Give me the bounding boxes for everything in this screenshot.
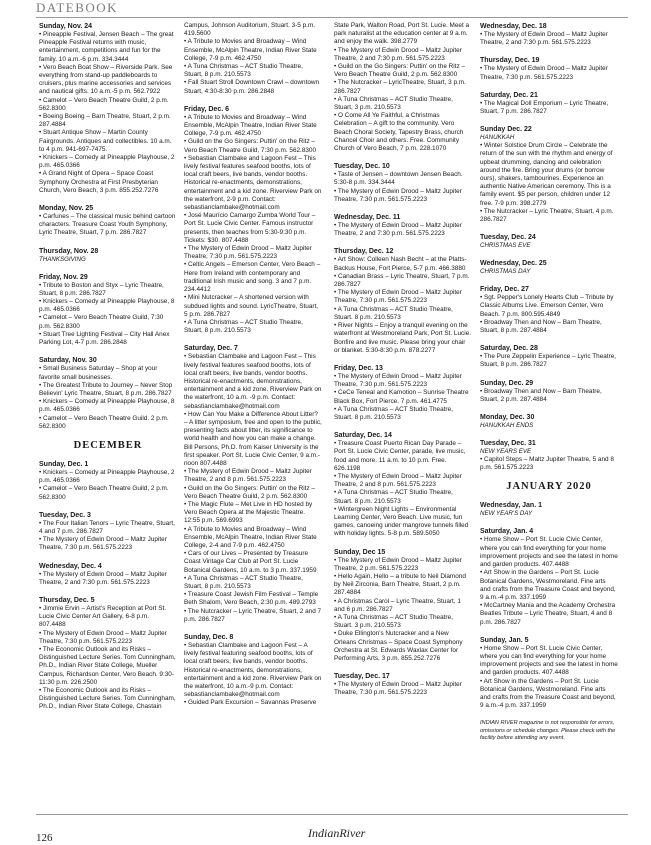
date-section <box>39 511 177 553</box>
month-heading: JANUARY 2020 <box>506 481 592 493</box>
event-item: • Cars of our Lives – Presented by Treasure Coast Vintage Car Club at Port St. Lucie Botanical Gardens, 10 a.m. to 3 p.m. 337.1959 <box>184 550 317 574</box>
date-section <box>334 364 472 422</box>
event-item: • A Tribute to Movies and Broadway – Wind Ensemble, McAlpin Theatre, Indian River State College, 7-9 p.m. 462.4750 <box>184 38 317 62</box>
date-section <box>39 356 177 431</box>
date-section <box>39 562 177 587</box>
event-item: • Stuart Antique Show – Martin County Fairgrounds. Antiques and collectibles. 10 a.m. to 4 p.m. 941-697-7475. <box>39 129 172 153</box>
event-item: • Knickers – Comedy at Pineapple Playhouse, 8 p.m. 465.0366 <box>39 398 175 414</box>
footer-rule <box>36 814 628 815</box>
event-item: • A Tribute to Movies and Broadway – Wind Ensemble, McAlpin Theatre, Indian River State College, 7-9 p.m. 462.4750 <box>184 113 317 138</box>
date-section <box>39 22 177 195</box>
date-section <box>480 501 618 518</box>
event-item: • Broadway Then and Now – Barn Theatre, Stuart, 8 p.m. 287.4884 <box>480 318 602 335</box>
date-section <box>480 233 618 250</box>
date-section <box>334 162 472 204</box>
date-heading: Saturday, Dec. 21 <box>480 91 538 99</box>
date-heading: Thursday, Nov. 28 <box>39 247 99 255</box>
event-item: • O Come All Ye Faithful, a Christmas Celebration – A gift to the community. Vero Beach Choral Society, Tapestry Brass, church Chancel Choir and others. Free. Community Church of Vero Beach, 7 p.m. 228.1070 <box>334 112 464 153</box>
event-item: • Knickers – Comedy at Pineapple Playhouse, 8 p.m. 465.0366 <box>39 298 175 314</box>
date-heading: Tuesday, Dec. 31 <box>480 440 536 448</box>
date-heading: Sunday, Dec. 8 <box>184 634 234 642</box>
event-item: • The Mystery of Edwin Drood – Maltz Jupiter Theatre, 7:30 p.m. 561.575.2223 <box>334 681 462 697</box>
event-item: • Jimmie Ervin – Artist's Reception at Port St. Lucie Civic Center Art Gallery, 6-8 p.m. 807.4488 <box>39 604 167 629</box>
event-item: • The Mystery of Edwin Drood – Maltz Jupiter Theatre, 2 and 7:30 p.m. 561.575.2223 <box>334 46 462 62</box>
event-item: • Capitol Steps – Maltz Jupiter Theatre, 5 and 8 p.m. 561.575.2223 <box>480 456 614 472</box>
event-item: • The Economic Outlook and its Risks – Distinguished Lecture Series. Tom Cunningham, Ph.D., Indian River State College, Mueller Campus, Richardson Center, Vero Beach. 9:30-11:30 p.m. 226.2500 <box>39 645 176 686</box>
disclaimer: INDIAN RIVER magazine is not responsible for errors, omissions or schedule changes. Please check with the facility before attending any event. <box>480 720 616 741</box>
event-item: • The Mystery of Edwin Drood – Maltz Jupiter Theatre, 7:30 p.m. 561.575.2223 <box>39 536 167 552</box>
date-section <box>184 105 322 335</box>
event-item: • The Mystery of Edwin Drood – Maltz Jupiter Theatre, 7:30 p.m. 561.575.2223 <box>184 245 312 261</box>
event-item: • Hello Again, Hello – a tribute to Neil Diamond by Neil Zirconia, Barn Theatre, Stuart, 2 p.m. 287.4884 <box>334 572 466 597</box>
event-item: • Taste of Jensen – downtown Jensen Beach. 5:30-8 p.m. 334.3444 <box>334 171 463 187</box>
event-item: • Tribute to Boston and Styx – Lyric Theatre, Stuart, 8 p.m. 286.7827 <box>39 281 164 297</box>
event-item: • The Mystery of Edwin Drood – Maltz Jupiter Theatre, 2 and 8 p.m. 561.575.2223 <box>184 468 312 484</box>
event-item: • A Tuna Christmas – ACT Studio Theatre, Stuart, 8 p.m. 210.5573 <box>184 63 303 79</box>
date-section <box>39 247 177 264</box>
date-heading: Saturday, Nov. 30 <box>39 357 97 365</box>
date-heading: Friday, Nov. 29 <box>39 273 88 281</box>
holiday-label: CHRISTMAS EVE <box>480 242 531 250</box>
date-section <box>480 91 618 116</box>
date-section <box>39 596 177 712</box>
event-item: • The Four Italian Tenors – Lyric Theatre, Stuart, 4 and 7 p.m. 286.7827 <box>39 519 175 535</box>
event-item: • CeCe Teneal and Kamotion – Sunrise Theatre Black Box, Fort Pierce. 7 p.m. 461.4775 <box>334 389 469 405</box>
date-heading: Thursday, Dec. 5 <box>39 596 95 604</box>
event-item: • Winter Solstice Drum Circle – Celebrate the return of the sun with the rhythm and energy of upbeat drumming, dancing and celebration around the fire. Bring your drums (or borrow ours), shakers, tambourines. Experience an authentic Native American ceremony. This is a family event. $5 per person, children under 12 free. 7-9 p.m. 398.2779 <box>480 142 613 207</box>
event-item: • The Mystery of Edwin Drood – Maltz Jupiter Theatre, 2 p.m. 561.575.2223 <box>334 556 462 572</box>
date-section <box>480 439 618 472</box>
event-item: • Home Show – Port St. Lucie Civic Center, where you can find everything for your home improvement projects and see the latest in home and garden products. 407.4488 <box>480 644 618 677</box>
event-item: • Stuart Tree Lighting Festival – City Hall Anex Parking Lot, 4-7 p.m. 286.2848 <box>39 330 170 347</box>
event-item: • A Tuna Christmas – ACT Studio Theatre, Stuart, 8 p.m. 210.5573 <box>184 574 303 590</box>
date-section <box>39 460 177 502</box>
date-heading: Friday, Dec. 6 <box>184 105 230 113</box>
date-section <box>184 22 322 96</box>
date-heading: Thursday, Dec. 19 <box>480 57 540 65</box>
column-1 <box>39 22 177 721</box>
date-heading: Sunday, Dec. 1 <box>39 460 89 468</box>
event-item: • The Mystery of Edwin Drood – Maltz Jupiter Theatre, 7:30 p.m. 561.575.2223 <box>480 65 608 81</box>
event-item: • The Greatest Tribute to Journey – Never Stop Believin' Lyric Theatre, Stuart, 8 p.m. 286.7827 <box>39 381 173 397</box>
event-item: • Guided Park Excursion – Savannas Preserve <box>184 699 317 707</box>
date-heading: Wednesday, Dec. 25 <box>480 260 547 268</box>
date-section <box>480 379 618 404</box>
date-section <box>39 204 177 238</box>
event-item: • Home Show – Port St. Lucie Civic Center, where you can find everything for your home improvement projects and see the latest in home and garden products. 407.4488 <box>480 536 618 569</box>
holiday-label: HANUKKAH <box>480 134 515 142</box>
event-item: • Camelot – Vero Beach Theatre Guild, 7:30 p.m. 562.8300 <box>39 314 164 330</box>
column-3 <box>334 22 472 707</box>
event-item: • Knickers – Comedy at Pineapple Playhouse, 2 p.m. 465.0366 <box>39 468 175 485</box>
date-section <box>480 56 618 81</box>
event-item: • The Magic Flute – Met Live in HD hosted by Vero Beach Opera at the Majestic Theatre. 12:55 p.m. 569.6993 <box>184 500 313 525</box>
date-heading: Sunday, Nov. 24 <box>39 23 93 30</box>
event-item: • A Tuna Christmas – ACT Studio Theatre, Stuart. 3 p.m. 210.5573 <box>334 613 453 630</box>
date-heading: Thursday, Dec. 12 <box>334 248 394 256</box>
date-section <box>480 636 618 711</box>
event-item: • Boeing Boeing – Barn Theatre, Stuart, 2 p.m. 287.4884 <box>39 113 171 129</box>
event-item: • The Mystery of Edwin Drood – Maltz Jupiter Theatre, 2 and 7:30 p.m. 561.575.2223 <box>334 222 462 238</box>
page-number: 126 <box>36 832 53 844</box>
event-item: • The Nutcracker – LyricTheatre, Stuart, 3 p.m. 286.7827 <box>334 79 466 95</box>
event-item: • River Nights – Enjoy a tranquil evening on the waterfront at Westmoreland Park, Port St. Lucie. Bonfire and live music. Please bring your chair or blanket. 5:30-8:30 p.m. 878.2277 <box>334 322 471 354</box>
date-section <box>184 633 322 708</box>
page-header <box>36 0 628 18</box>
event-item: • The Economic Outlook and its Risks – Distinguished Lecture Series. Tom Cunningham, Ph.D., Indian River State College, Chastain <box>39 686 176 711</box>
date-heading: Saturday, Dec. 7 <box>184 345 238 353</box>
event-item: • Small Business Saturday – Shop at your favorite small businesses. <box>39 365 158 381</box>
event-item: • The Mystery of Edwin Drood – Maltz Jupiter Theatre, 2 and 7:30 p.m. 561.575.2223 <box>39 570 167 586</box>
event-item: • Art Show: Colleen Nash Becht – at the Platts-Backus House, Fort Pierce, 5-7 p.m. 466.3880 <box>334 256 467 272</box>
holiday-label: NEW YEAR'S DAY <box>480 510 533 518</box>
date-section <box>334 672 472 697</box>
date-heading: Sunday, Dec 15 <box>334 548 386 556</box>
date-heading: Tuesday, Dec. 24 <box>480 234 536 242</box>
holiday-label: CHRISTMAS DAY <box>480 268 531 276</box>
event-item: • A Tuna Christmas – ACT Studio Theatre, Stuart, 3 p.m. 210.5573 <box>334 95 453 112</box>
date-heading: Wednesday, Jan. 1 <box>480 502 542 510</box>
event-item: • Wintergreen Night Lights – Environmental Learning Center, Vero Beach. Live music, fun games, canoeing under mangrove tunnels filled with holiday lights. 5-8 p.m. 589.5050 <box>334 505 469 538</box>
event-item: • Camelot – Vero Beach Theatre Guild, 2 p.m. 562.8300 <box>39 96 169 112</box>
event-item: • Broadway Then and Now – Barn Theatre, Stuart, 2 p.m. 287.4884 <box>480 387 602 403</box>
event-item: • Treasure Coast Puerto Rican Day Parade – Port St. Lucie Civic Center, parade, live music, food and more. 11 a.m. to 10 p.m. Free. 626.1198 <box>334 440 466 472</box>
event-item: • The Nutcracker – Lyric Theatre, Stuart, 4 p.m. 286.7827 <box>480 207 614 224</box>
event-item: • Camelot – Vero Beach Theatre Guild, 2 p.m. 562.8300 <box>39 485 169 501</box>
date-heading: Tuesday, Dec. 17 <box>334 673 390 681</box>
date-section <box>480 344 618 369</box>
date-section <box>334 431 472 538</box>
section-title: DATEBOOK <box>36 0 119 15</box>
event-item: • Canadian Brass – Lyric Theatre, Stuart, 7 p.m. 286.7827 <box>334 272 470 289</box>
event-item: • Mini Nutcracker – A shortened version with subdued lights and sound. LyricTheatre, Stuart, 5 p.m. 286.7827 <box>184 294 319 318</box>
event-item: • A Tuna Christmas – ACT Studio Theatre, Stuart. 8 p.m. 210.5573 <box>334 305 453 321</box>
date-section <box>480 259 618 276</box>
date-heading: Tuesday, Dec. 3 <box>39 511 91 519</box>
event-item: • Fall Stuart Stroll Downtown Crawl – downtown Stuart, 4:30-8:30 p.m. 286.2848 <box>184 79 320 95</box>
date-section <box>480 285 618 335</box>
event-item: • Art Show in the Gardens – Port St. Lucie Botanical Gardens, Westmoreland. Fine arts and crafts from the Treasure Coast and beyond, 9 a.m.-4 p.m. 337.1959 <box>480 677 616 710</box>
date-section <box>334 247 472 354</box>
event-item: • The Nutcracker – Lyric Theatre, Stuart, 2 and 7 p.m. 286.7827 <box>184 607 322 623</box>
month-heading: DECEMBER <box>73 439 143 451</box>
date-section <box>39 273 177 348</box>
date-section <box>480 527 618 626</box>
event-item: • The Magical Doll Emporium – Lyric Theatre, Stuart, 7 p.m. 286.7827 <box>480 99 609 116</box>
event-item: • The Mystery of Edwin Drood – Maltz Jupiter Theatre, 2 and 8 p.m. 561.575.2223 <box>334 472 462 489</box>
event-item: • A Christmas Carol – Lyric Theatre, Stuart, 1 and 6 p.m. 286.7827 <box>334 597 461 613</box>
event-item: • A Tuna Christmas – ACT Studio Theatre, Stuart. 8 p.m. 210.5573 <box>334 489 453 505</box>
event-item: • Sebastian Clambake and Lagoon Fest – This lively festival features seafood booths, lots of local craft beers, live bands, vendor booths. Historical re-enactments, demonstrations, entertainment and a kid zone. Riverview Park on the waterfront, 10 a.m. -9 p.m. Contact: sebastianclambake@hotmail.com <box>184 353 322 410</box>
date-section <box>334 548 472 664</box>
event-item: • Duke Ellington's Nutcracker and a New Orleans Christmas – Space Coast Symphony Orchestra at St. Edwards Waxlax Center for Performing Arts, 3 p.m. 855.252.7276 <box>334 630 463 662</box>
holiday-label: HANUKKAH ENDS <box>480 422 534 430</box>
date-heading: Friday, Dec. 27 <box>480 286 529 294</box>
magazine-logo: IndianRiver <box>308 826 366 840</box>
event-item: • A Tuna Christmas – ACT Studio Theatre, Stuart. 8 p.m. 210.5573 <box>334 405 453 421</box>
event-item: • Sgt. Pepper's Lonely Hearts Club – Tribute by Classic Albums Live. Emerson Center, Vero Beach. 7 p.m. 800.595.4849 <box>480 294 614 318</box>
event-item: • The Mystery of Edwin Drood – Maltz Jupiter Theatre, 7:30 p.m. 561.575.2223 <box>334 187 462 203</box>
event-item: • A Grand Night of Opera – Space Coast Symphony Orchestra at First Presbyterian Church, Vero Beach, 3 p.m. 855.252.7276 <box>39 170 159 194</box>
event-item: • McCartney Mania and the Academy Orchestra Beatles Tribute – Lyric Theatre, Stuart, 4 and 8 p.m. 286.7827 <box>480 602 616 626</box>
date-heading: Sunday, Jan. 5 <box>480 636 529 644</box>
date-section <box>480 125 618 224</box>
date-section <box>334 213 472 238</box>
event-item: • Treasure Coast Jewish Film Festival – Temple Beth Shalom, Vero Beach, 2:30 p.m. 489.2793 <box>184 591 319 607</box>
date-heading: Saturday, Jan. 4 <box>480 528 534 536</box>
date-section <box>184 344 322 624</box>
event-item: • Guild on the Go Singers: Puttin' on the Ritz – Vero Beach Theatre Guild, 2 p.m. 562.8300 <box>334 63 465 79</box>
event-item: • The Mystery of Edwin Drood – Maltz Jupiter Theatre, 2 and 7:30 p.m. 561.575.2223 <box>480 31 608 47</box>
date-heading: Saturday, Dec. 28 <box>480 345 538 353</box>
event-item: • Carfunes – The classical music behind cartoon characters. Treasure Coast Youth Symphony, Lyric Theatre, Stuart, 7 p.m. 286.7827 <box>39 213 176 237</box>
event-item: • Guild on the Go Singers: Puttin' on the Ritz – Vero Beach Theatre Guild, 7:30 p.m. 562.8300 <box>184 138 317 154</box>
event-item: State Park, Walton Road, Port St. Lucie. Meet a park naturalist at the education center at 9 a.m. and enjoy the walk. 398.2779 <box>334 22 470 46</box>
column-2 <box>184 22 322 717</box>
date-heading: Saturday, Dec. 14 <box>334 432 392 440</box>
event-item: • The Mystery of Edwin Drood – Maltz Jupiter Theatre, 7:30 p.m. 561.575.2223 <box>334 289 462 305</box>
event-item: • The Mystery of Edwin Drood – Maltz Jupiter Theatre, 7:30 p.m. 561.575.2223 <box>39 629 167 645</box>
event-item: • The Pure Zeppelin Experience – Lyric Theatre, Stuart, 8 p.m. 286.7827 <box>480 353 617 369</box>
event-item: • Guild on the Go Singers: Puttin' on the Ritz – Vero Beach Theatre Guild, 2 p.m. 562.8300 <box>184 484 315 500</box>
event-item: Campus, Johnson Auditorium, Stuart. 3-5 p.m. 419.5600 <box>184 22 316 38</box>
holiday-label: THANKSGIVING <box>39 255 86 263</box>
event-item: • Celtic Angels – Emerson Center, Vero Beach – Here from Ireland with contemporary and traditional Irish music and song. 3 and 7 p.m. 234.4412 <box>184 261 321 294</box>
date-section <box>334 22 472 153</box>
event-item: • Knickers – Comedy at Pineapple Playhouse, 2 p.m. 465.0366 <box>39 154 175 170</box>
date-heading: Wednesday, Dec. 11 <box>334 214 401 222</box>
date-heading: Sunday, Dec. 29 <box>480 379 534 387</box>
date-section <box>480 22 618 47</box>
event-item: • Camelot – Vero Beach Theatre Guild. 2 p.m. 562.8300 <box>39 414 169 430</box>
date-section <box>480 413 618 430</box>
date-heading: Friday, Dec. 13 <box>334 364 383 372</box>
event-item: • A Tribute to Movies and Broadway – Wind Ensemble, McAlpin Theatre, Indian River State College, 2-4 and 7-9 p.m. 462.4750 <box>184 525 317 549</box>
date-heading: Wednesday, Dec. 4 <box>39 562 102 570</box>
event-item: • Pineapple Festival, Jensen Beach – The great Pineapple Festival returns with music, entertainment, competitions and fun for the family. 10 a.m.-6 p.m. 334.3444 <box>39 31 174 63</box>
event-item: • Art Show in the Gardens – Port St. Lucie Botanical Gardens, Westmoreland. Fine arts and crafts from the Treasure Coast and beyond, 9 a.m.-4 p.m. 337.1959 <box>480 569 616 601</box>
date-heading: Monday, Dec. 30 <box>480 414 535 422</box>
page-footer <box>36 814 628 844</box>
event-item: • Sebastian Clambake and Lagoon Fest – This lively festival features seafood booths, lots of local craft beers, live bands, vendor booths. Historical re-enactments, demonstrations, entertainment and a kid zone. Riverview Park on the waterfront, 2-9 p.m. Contact: sebastianclambake@hotmail.com <box>184 154 322 212</box>
event-item: • José Maurício Camargo Zumba World Tour – Port St. Lucie Civic Center. Famous instructor presents, then teaches from 5:30-9:30 p.m. Tickets: $30. 807.4488 <box>184 212 316 244</box>
event-item: • How Can You Make a Difference About Litter? – A litter symposium, free and open to the public, presenting facts about litter, its significance to world health and how you can make a change. Bill Persons, Ph.D. from Kaiser University is the first speaker. Port St. Lucie Civic Center, 9 a.m.-noon 807.4488 <box>184 410 322 467</box>
date-heading: Wednesday, Dec. 18 <box>480 23 547 30</box>
event-item: • The Mystery of Edwin Drood – Maltz Jupiter Theatre, 7:30 p.m. 561.575.2223 <box>334 372 462 389</box>
date-heading: Monday, Nov. 25 <box>39 205 94 213</box>
date-heading: Sunday Dec. 22 <box>480 126 532 134</box>
column-4 <box>480 22 618 742</box>
event-item: • Vero Beach Boat Show – Riverside Park. See everything from stand-up paddleboards to cruisers, plus marine accessories and services and nautical gifts. 10 a.m.-5 p.m. 562.7922 <box>39 63 173 96</box>
calendar-columns <box>39 22 631 812</box>
event-item: • Sebastian Clambake and Lagoon Fest – A lively festival featuring seafood booths, lots of local craft beers, live bands, vendor booths. Historical re-enactments, demonstrations, entertainment and a kid zone. Riverview Park on the waterfront, 10 a.m.-9 p.m. Contact: sebastianclambake@hotmail.com <box>184 642 322 699</box>
event-item: • A Tuna Christmas – ACT Studio Theatre, Stuart, 8 p.m. 210.5573 <box>184 318 303 335</box>
holiday-label: NEW YEARS EVE <box>480 448 532 456</box>
date-heading: Tuesday, Dec. 10 <box>334 163 390 171</box>
